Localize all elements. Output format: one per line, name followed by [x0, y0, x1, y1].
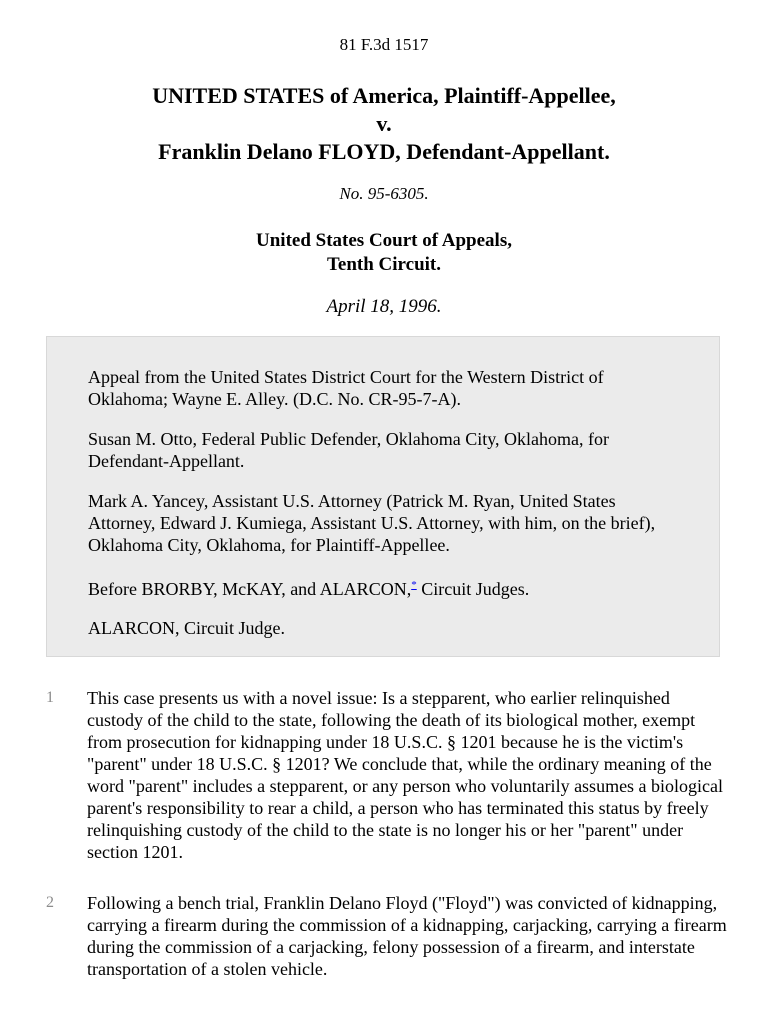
paragraph-2	[46, 892, 726, 980]
paragraph-number: 1	[46, 689, 54, 706]
judges-before: Before BRORBY, McKAY, and ALARCON,	[88, 579, 412, 599]
judges-after: Circuit Judges.	[416, 579, 530, 599]
defense-counsel: Susan M. Otto, Federal Public Defender, Oklahoma City, Oklahoma, for Defendant-Appellant.	[88, 429, 610, 471]
citation: 81 F.3d 1517	[339, 35, 429, 54]
plaintiff-line: UNITED STATES of America, Plaintiff-Appellee,	[152, 83, 616, 108]
prosecution-counsel: Mark A. Yancey, Assistant U.S. Attorney (Patrick M. Ryan, United States Attorney, Edward J. Kumiega, Assistant U.S. Attorney, with him, on the brief), Oklahoma City, Oklahoma, for Plaintiff-Appellee.	[88, 491, 656, 555]
paragraph-number: 2	[46, 894, 54, 911]
court-line-2: Tenth Circuit.	[326, 254, 442, 275]
judges-line	[88, 574, 679, 600]
paragraph-text: This case presents us with a novel issue: Is a stepparent, who earlier relinquished custody of the child to the state, following the death of its biological mother, exempt from prosecution for kidnapping under 18 U.S.C. § 1201 because he is the victim's "parent" under 18 U.S.C. § 1201? We conclude that, while the ordinary meaning of the word "parent" includes a stepparent, or any person who voluntarily assumes a biological parent's responsibility to rear a child, a person who has terminated this status by freely relinquishing custody of the child to the state is no longer his or her "parent" under section 1201.	[87, 688, 724, 862]
case-caption	[0, 82, 768, 166]
paragraph-1	[46, 687, 726, 863]
defendant-line: Franklin Delano FLOYD, Defendant-Appellant.	[158, 139, 610, 164]
decision-date: April 18, 1996.	[326, 296, 442, 317]
court-line-1: United States Court of Appeals,	[256, 230, 512, 251]
court-name	[0, 229, 768, 277]
opinion-author: ALARCON, Circuit Judge.	[88, 618, 285, 638]
footnote-link[interactable]: *	[411, 579, 417, 591]
prelims-box	[46, 336, 720, 657]
docket-number: No. 95-6305.	[339, 184, 429, 203]
paragraph-text: Following a bench trial, Franklin Delano Floyd ("Floyd") was convicted of kidnapping, carrying a firearm during the commission of a kidnapping, carjacking, carrying a firearm during the commission of a carjacking, felony possession of a firearm, and interstate transportation of a stolen vehicle.	[87, 893, 727, 979]
versus-line: v.	[376, 111, 392, 136]
appeal-info: Appeal from the United States District Court for the Western District of Oklahoma; Wayne E. Alley. (D.C. No. CR-95-7-A).	[88, 367, 604, 409]
